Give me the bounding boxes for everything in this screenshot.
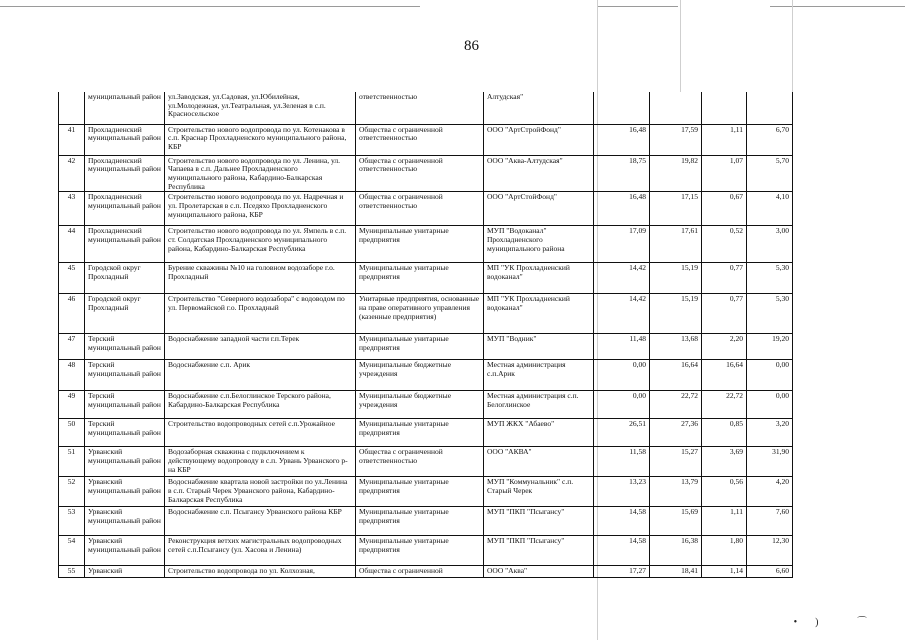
- value-cell-1: 14,42: [594, 263, 650, 294]
- value-cell-1: [594, 92, 650, 124]
- row-number: 52: [59, 477, 85, 507]
- value-cell-4: 5,30: [747, 294, 793, 334]
- table-row: [59, 477, 793, 507]
- value-cell-2: 15,27: [650, 447, 702, 477]
- top-rule-mid: [598, 6, 678, 7]
- object-cell: Водоснабжение с.п. Псыгансу Урванского района КБР: [165, 507, 356, 536]
- table-row: [59, 192, 793, 226]
- operator-cell: МУП ЖКХ "Абаево": [484, 419, 594, 447]
- value-cell-4: 5,70: [747, 155, 793, 192]
- row-number: 43: [59, 192, 85, 226]
- value-cell-3: 1,80: [702, 536, 747, 566]
- value-cell-2: 18,41: [650, 566, 702, 578]
- table-row: [59, 507, 793, 536]
- table-row: [59, 294, 793, 334]
- operator-cell: МУП "Водник": [484, 334, 594, 360]
- district-cell: Терский муниципальный район: [85, 419, 165, 447]
- top-rule-left: [0, 6, 420, 7]
- value-cell-2: 19,82: [650, 155, 702, 192]
- value-cell-3: [702, 92, 747, 124]
- value-cell-2: 17,15: [650, 192, 702, 226]
- object-cell: Строительство водопровода по ул. Колхозная,: [165, 566, 356, 578]
- operator-cell: ООО "АКВА": [484, 447, 594, 477]
- value-cell-2: 22,72: [650, 391, 702, 419]
- district-cell: Урванский муниципальный район: [85, 477, 165, 507]
- value-cell-2: 16,38: [650, 536, 702, 566]
- value-cell-3: 16,64: [702, 360, 747, 391]
- value-cell-1: 16,48: [594, 124, 650, 155]
- object-cell: ул.Заводская, ул.Садовая, ул.Юбилейная, ул.Молодежная, ул.Театральная, ул.Зеленая в с.п. Красносельское: [165, 92, 356, 124]
- operator-cell: Алтудская": [484, 92, 594, 124]
- value-cell-2: 15,19: [650, 263, 702, 294]
- row-number: 48: [59, 360, 85, 391]
- value-cell-2: 17,59: [650, 124, 702, 155]
- org-form-cell: ответственностью: [356, 92, 484, 124]
- value-cell-1: 18,75: [594, 155, 650, 192]
- org-form-cell: Муниципальные унитарные предприятия: [356, 263, 484, 294]
- district-cell: Урванский муниципальный район: [85, 447, 165, 477]
- object-cell: Бурение скважины №10 на головном водозаборе г.о. Прохладный: [165, 263, 356, 294]
- org-form-cell: Общества с ограниченной ответственностью: [356, 447, 484, 477]
- scan-edge-line-3: [792, 0, 793, 92]
- district-cell: Прохладненский муниципальный район: [85, 155, 165, 192]
- table-row: [59, 263, 793, 294]
- value-cell-2: 15,69: [650, 507, 702, 536]
- table-row: [59, 566, 793, 578]
- operator-cell: МП "УК Прохладненский водоканал": [484, 294, 594, 334]
- org-form-cell: Муниципальные унитарные предприятия: [356, 507, 484, 536]
- row-number: 55: [59, 566, 85, 578]
- org-form-cell: Общества с ограниченной ответственностью: [356, 124, 484, 155]
- row-number: [59, 92, 85, 124]
- district-cell: муниципальный район: [85, 92, 165, 124]
- district-cell: Прохладненский муниципальный район: [85, 192, 165, 226]
- value-cell-3: 0,67: [702, 192, 747, 226]
- object-cell: Строительство "Северного водозабора" с водоводом по ул. Первомайской г.о. Прохладный: [165, 294, 356, 334]
- row-number: 46: [59, 294, 85, 334]
- value-cell-4: 0,00: [747, 360, 793, 391]
- value-cell-4: 3,20: [747, 419, 793, 447]
- org-form-cell: Муниципальные унитарные предприятия: [356, 226, 484, 263]
- value-cell-1: 14,58: [594, 536, 650, 566]
- value-cell-2: 27,36: [650, 419, 702, 447]
- value-cell-2: 13,68: [650, 334, 702, 360]
- object-cell: Реконструкция ветхих магистральных водопроводных сетей с.п.Псыгансу (ул. Хасова и Ленина): [165, 536, 356, 566]
- operator-cell: ООО "Аква": [484, 566, 594, 578]
- district-cell: Прохладненский муниципальный район: [85, 226, 165, 263]
- value-cell-3: 1,07: [702, 155, 747, 192]
- value-cell-1: 26,51: [594, 419, 650, 447]
- operator-cell: МУП "ПКП "Псыгансу": [484, 536, 594, 566]
- operator-cell: ООО "Аква-Алтудская": [484, 155, 594, 192]
- table-row: [59, 334, 793, 360]
- row-number: 49: [59, 391, 85, 419]
- value-cell-3: 2,20: [702, 334, 747, 360]
- value-cell-3: 1,14: [702, 566, 747, 578]
- table-row: [59, 92, 793, 124]
- table-row: [59, 447, 793, 477]
- value-cell-3: 0,77: [702, 294, 747, 334]
- value-cell-1: 17,09: [594, 226, 650, 263]
- object-cell: Строительство водопроводных сетей с.п.Урожайное: [165, 419, 356, 447]
- value-cell-1: 0,00: [594, 360, 650, 391]
- row-number: 51: [59, 447, 85, 477]
- district-cell: Терский муниципальный район: [85, 360, 165, 391]
- value-cell-4: 3,00: [747, 226, 793, 263]
- table-row: [59, 360, 793, 391]
- value-cell-4: 5,30: [747, 263, 793, 294]
- value-cell-4: 0,00: [747, 391, 793, 419]
- org-form-cell: Муниципальные унитарные предприятия: [356, 536, 484, 566]
- value-cell-4: [747, 92, 793, 124]
- value-cell-4: 6,60: [747, 566, 793, 578]
- district-cell: Урванский муниципальный район: [85, 507, 165, 536]
- object-cell: Водоснабжение с.п.Белоглинское Терского района, Кабардино-Балкарская Республика: [165, 391, 356, 419]
- district-cell: Урванский: [85, 566, 165, 578]
- value-cell-4: 31,90: [747, 447, 793, 477]
- object-cell: Строительство нового водопровода по ул. Ямпель в с.п. ст. Солдатская Прохладненского муниципального района, Кабардино-Балкарская Республика: [165, 226, 356, 263]
- object-cell: Водоснабжение с.п. Арик: [165, 360, 356, 391]
- value-cell-2: [650, 92, 702, 124]
- value-cell-3: 0,56: [702, 477, 747, 507]
- table-row: [59, 155, 793, 192]
- district-cell: Городской округ Прохладный: [85, 263, 165, 294]
- operator-cell: МУП "Водоканал" Прохладненского муниципального района: [484, 226, 594, 263]
- value-cell-4: 4,20: [747, 477, 793, 507]
- value-cell-2: 16,64: [650, 360, 702, 391]
- value-cell-3: 0,52: [702, 226, 747, 263]
- row-number: 41: [59, 124, 85, 155]
- value-cell-1: 11,48: [594, 334, 650, 360]
- table-row: [59, 391, 793, 419]
- object-cell: Водозаборная скважина с подключением к действующему водопроводу в с.п. Урвань Урванского р-на КБР: [165, 447, 356, 477]
- value-cell-1: 14,58: [594, 507, 650, 536]
- scan-marks: •) ⌒: [793, 617, 885, 628]
- org-form-cell: Муниципальные бюджетные учреждения: [356, 360, 484, 391]
- value-cell-1: 11,58: [594, 447, 650, 477]
- row-number: 47: [59, 334, 85, 360]
- org-form-cell: Общества с ограниченной ответственностью: [356, 192, 484, 226]
- object-cell: Строительство нового водопровода по ул. Надречная и ул. Пролетарская в с.п. Пседяхо Прохладненского муниципального района, КБР: [165, 192, 356, 226]
- top-rule-right: [770, 6, 905, 7]
- value-cell-1: 14,42: [594, 294, 650, 334]
- object-cell: Водоснабжение западной части г.п.Терек: [165, 334, 356, 360]
- value-cell-3: 22,72: [702, 391, 747, 419]
- value-cell-3: 3,69: [702, 447, 747, 477]
- table-row: [59, 124, 793, 155]
- table-row: [59, 226, 793, 263]
- value-cell-1: 0,00: [594, 391, 650, 419]
- row-number: 53: [59, 507, 85, 536]
- value-cell-4: 12,30: [747, 536, 793, 566]
- operator-cell: Местная администрация с.п. Белоглинское: [484, 391, 594, 419]
- table-row: [59, 536, 793, 566]
- object-cell: Строительство нового водопровода по ул. Котенакова в с.п. Краснар Прохладненского муниципального района, КБР: [165, 124, 356, 155]
- value-cell-3: 0,77: [702, 263, 747, 294]
- value-cell-2: 13,79: [650, 477, 702, 507]
- org-form-cell: Унитарные предприятия, основанные на праве оперативного управления (казенные предприятия): [356, 294, 484, 334]
- org-form-cell: Муниципальные унитарные предприятия: [356, 334, 484, 360]
- water-supply-projects-table: [58, 92, 793, 578]
- org-form-cell: Общества с ограниченной ответственностью: [356, 155, 484, 192]
- object-cell: Водоснабжение квартала новой застройки по ул.Ленина в с.п. Старый Черек Урванского района, Кабардино-Балкарская Республика: [165, 477, 356, 507]
- value-cell-1: 17,27: [594, 566, 650, 578]
- value-cell-4: 19,20: [747, 334, 793, 360]
- value-cell-4: 7,60: [747, 507, 793, 536]
- org-form-cell: Муниципальные бюджетные учреждения: [356, 391, 484, 419]
- operator-cell: ООО "АртСтройФонд": [484, 124, 594, 155]
- operator-cell: Местная администрация с.п.Арик: [484, 360, 594, 391]
- value-cell-1: 16,48: [594, 192, 650, 226]
- org-form-cell: Муниципальные унитарные предприятия: [356, 477, 484, 507]
- value-cell-3: 1,11: [702, 507, 747, 536]
- row-number: 44: [59, 226, 85, 263]
- value-cell-4: 4,10: [747, 192, 793, 226]
- row-number: 54: [59, 536, 85, 566]
- value-cell-3: 1,11: [702, 124, 747, 155]
- district-cell: Терский муниципальный район: [85, 391, 165, 419]
- value-cell-1: 13,23: [594, 477, 650, 507]
- district-cell: Городской округ Прохладный: [85, 294, 165, 334]
- operator-cell: ООО "АртСтойФонд": [484, 192, 594, 226]
- row-number: 45: [59, 263, 85, 294]
- value-cell-2: 15,19: [650, 294, 702, 334]
- operator-cell: МУП "ПКП "Псыгансу": [484, 507, 594, 536]
- operator-cell: МУП "Коммунальник" с.п. Старый Черек: [484, 477, 594, 507]
- page-number: 86: [464, 38, 479, 54]
- district-cell: Прохладненский муниципальный район: [85, 124, 165, 155]
- row-number: 50: [59, 419, 85, 447]
- value-cell-3: 0,85: [702, 419, 747, 447]
- object-cell: Строительство нового водопровода по ул. Ленина, ул. Чапаева в с.п. Дальнее Прохладненского муниципального района, Кабардино-Балкарская Республика: [165, 155, 356, 192]
- district-cell: Урванский муниципальный район: [85, 536, 165, 566]
- row-number: 42: [59, 155, 85, 192]
- district-cell: Терский муниципальный район: [85, 334, 165, 360]
- operator-cell: МП "УК Прохладненский водоканал": [484, 263, 594, 294]
- org-form-cell: Общества с ограниченной: [356, 566, 484, 578]
- org-form-cell: Муниципальные унитарные предприятия: [356, 419, 484, 447]
- value-cell-4: 6,70: [747, 124, 793, 155]
- table-row: [59, 419, 793, 447]
- value-cell-2: 17,61: [650, 226, 702, 263]
- scan-edge-line-2: [680, 0, 681, 92]
